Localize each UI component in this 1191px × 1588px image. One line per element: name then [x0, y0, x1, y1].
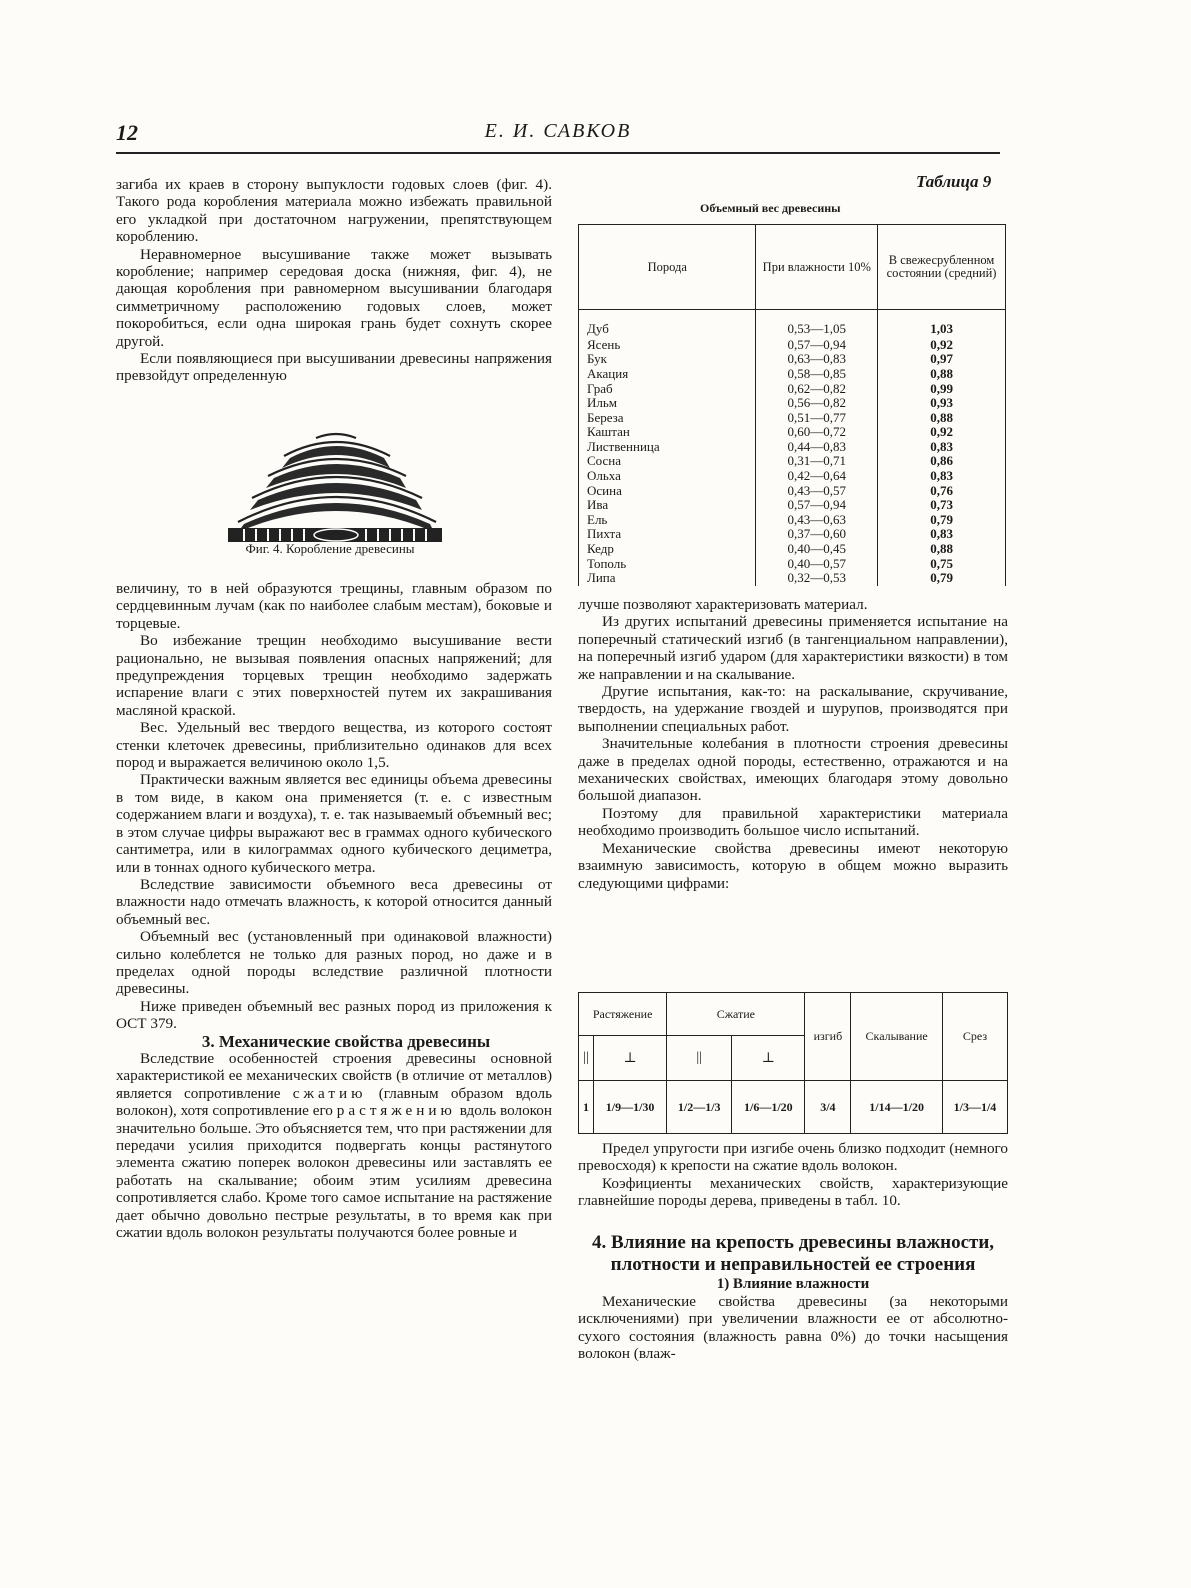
paragraph: Практически важным является вес единицы объема древесины в том виде, в каком она применяется (т. е. с известным содержанием влаги и воздуха), т. е. так называемый объемный вес; в этом случае цифры выражают вес в граммах одного кубического сантиметра, или в килограммах одного кубического дециметра, или в тоннах одного кубического метра.	[116, 771, 552, 876]
table-cell: 1/2—1/3	[667, 1081, 732, 1134]
value-cell: 0,86	[878, 454, 1006, 469]
species-cell: Липа	[579, 571, 756, 586]
table-row	[579, 396, 1006, 411]
left-column-top	[116, 176, 552, 385]
table-cell: 3/4	[805, 1081, 851, 1134]
column-header: Скалывание	[851, 993, 943, 1081]
value-cell: 0,83	[878, 469, 1006, 484]
perpendicular-symbol: ⊥	[594, 1036, 667, 1081]
table-row	[579, 310, 1006, 338]
column-header: Порода	[579, 225, 756, 310]
value-cell: 1,03	[878, 310, 1006, 338]
table-title: Объемный вес древесины	[700, 201, 841, 215]
page-number: 12	[116, 120, 138, 145]
value-cell: 0,76	[878, 484, 1006, 499]
value-cell: 0,63—0,83	[756, 352, 878, 367]
table-row	[579, 425, 1006, 440]
value-cell: 0,51—0,77	[756, 411, 878, 426]
paragraph: Предел упругости при изгибе очень близко подходит (немного превосходя) к крепости на сжатие вдоль волокон.	[578, 1140, 1008, 1175]
paragraph: Механические свойства древесины имеют некоторую взаимную зависимость, которую в общем можно выразить следующими цифрами:	[578, 839, 1008, 892]
parallel-symbol: ||	[667, 1036, 732, 1081]
figure-caption: Фиг. 4. Коробление древесины	[245, 541, 415, 556]
value-cell: 0,43—0,63	[756, 513, 878, 528]
species-cell: Береза	[579, 411, 756, 426]
value-cell: 0,44—0,83	[756, 440, 878, 455]
value-cell: 0,99	[878, 382, 1006, 397]
species-cell: Граб	[579, 382, 756, 397]
table-row	[579, 338, 1006, 353]
table-row	[579, 513, 1006, 528]
paragraph: Вследствие зависимости объемного веса древесины от влажности надо отмечать влажность, к которой относится данный объемный вес.	[116, 875, 552, 928]
species-cell: Бук	[579, 352, 756, 367]
text-span: вдоль волокон значительно больше. Это объясняется тем, что при растяжении для передачи усилия приходится подвергать концы растянутого элемента сжатию поперек волокон древесины или заставлять ее работать на скалывание; обоим этим усилиям древесина сопротивляется слабо. Кроме того самое испытание на растяжение дает обычно довольно пестрые результаты, в то время как при сжатии вдоль волокон результаты получаются более ровные и	[116, 1102, 552, 1242]
value-cell: 0,88	[878, 542, 1006, 557]
species-cell: Тополь	[579, 557, 756, 572]
table-row	[579, 411, 1006, 426]
value-cell: 0,43—0,57	[756, 484, 878, 499]
paragraph: Из других испытаний древесины применяется испытание на поперечный статический изгиб (в тангенциальном направлении), на поперечный изгиб ударом (для характеристики вязкости) в том же направлении и на скалывание.	[578, 613, 1008, 683]
table-cell: 1	[579, 1081, 594, 1134]
paragraph: Если появляющиеся при высушивании древесины напряжения превзойдут определенную	[116, 350, 552, 385]
value-cell: 0,56—0,82	[756, 396, 878, 411]
species-cell: Лиственница	[579, 440, 756, 455]
paragraph: лучше позволяют характеризовать материал.	[578, 596, 868, 613]
species-cell: Пихта	[579, 527, 756, 542]
paragraph: Другие испытания, как-то: на раскалывание, скручивание, твердость, на удержание гвоздей и шурупов, производятся при выполнении специальных работ.	[578, 683, 1008, 735]
species-cell: Ясень	[579, 338, 756, 353]
table-row	[579, 484, 1006, 499]
section-heading: 3. Механические свойства древесины	[201, 1031, 491, 1051]
value-cell: 0,79	[878, 571, 1006, 586]
value-cell: 0,73	[878, 498, 1006, 513]
table-row	[579, 382, 1006, 397]
table-row	[579, 440, 1006, 455]
value-cell: 0,97	[878, 352, 1006, 367]
value-cell: 0,57—0,94	[756, 338, 878, 353]
column-header: изгиб	[805, 993, 851, 1081]
perpendicular-symbol: ⊥	[732, 1036, 805, 1081]
column-header: При влажности 10%	[756, 225, 878, 310]
column-header: Растяжение	[579, 993, 667, 1036]
table-row	[579, 367, 1006, 382]
species-cell: Кедр	[579, 542, 756, 557]
running-title: Е. И. САВКОВ	[484, 120, 632, 142]
table-label: Таблица 9	[916, 172, 992, 191]
table-row	[579, 469, 1006, 484]
column-header: В свежесрубленном состоянии (средний)	[878, 225, 1006, 310]
value-cell: 0,83	[878, 440, 1006, 455]
value-cell: 0,75	[878, 557, 1006, 572]
value-cell: 0,40—0,45	[756, 542, 878, 557]
value-cell: 0,93	[878, 396, 1006, 411]
value-cell: 0,40—0,57	[756, 557, 878, 572]
table-cell: 1/6—1/20	[732, 1081, 805, 1134]
left-column-lower	[116, 580, 552, 1241]
table-row	[579, 352, 1006, 367]
value-cell: 0,31—0,71	[756, 454, 878, 469]
value-cell: 0,37—0,60	[756, 527, 878, 542]
value-cell: 0,62—0,82	[756, 382, 878, 397]
table-cell: 1/9—1/30	[594, 1081, 667, 1134]
paragraph: Объемный вес (установленный при одинаковой влажности) сильно колеблется не только для разных пород, но даже и в пределах одной породы вследствие различной плотности древесины.	[116, 928, 552, 998]
text-span: Вследствие особенностей строения древесины основной характеристикой ее механических свойств (в отличие от металлов) является сопротивление	[116, 1049, 552, 1102]
emphasis-text: сжатию	[292, 1084, 367, 1102]
table-row	[579, 557, 1006, 572]
value-cell: 0,42—0,64	[756, 469, 878, 484]
paragraph	[116, 1050, 552, 1241]
value-cell: 0,92	[878, 338, 1006, 353]
table-cell: 1/14—1/20	[851, 1081, 943, 1134]
species-cell: Сосна	[579, 454, 756, 469]
right-column	[578, 596, 1008, 892]
species-cell: Дуб	[579, 310, 756, 338]
column-header: Сжатие	[667, 993, 805, 1036]
value-cell: 0,58—0,85	[756, 367, 878, 382]
paragraph: Поэтому для правильной характеристики материала необходимо производить большое число испытаний.	[578, 804, 1008, 840]
table-row	[579, 498, 1006, 513]
species-cell: Ильм	[579, 396, 756, 411]
table-row	[579, 571, 1006, 586]
table-row	[579, 542, 1006, 557]
text-span: (главным образом вдоль волокон), хотя сопротивление его	[116, 1084, 553, 1120]
relation-table	[578, 992, 1008, 1134]
species-cell: Ель	[579, 513, 756, 528]
species-cell: Ольха	[579, 469, 756, 484]
emphasis-text: растяжению	[336, 1102, 456, 1120]
parallel-symbol: ||	[579, 1036, 594, 1081]
paragraph: Вес. Удельный вес твердого вещества, из которого состоят стенки клеточек древесины, приблизительно одинаков для всех пород и выражается величиною около 1,5.	[116, 719, 552, 772]
species-cell: Каштан	[579, 425, 756, 440]
right-column-lower	[578, 1140, 1008, 1363]
paragraph: Ниже приведен объемный вес разных пород из приложения к ОСТ 379.	[116, 997, 552, 1033]
value-cell: 0,92	[878, 425, 1006, 440]
paragraph: Значительные колебания в плотности строения древесины даже в пределах одной породы, естественно, отражаются и на механических свойствах, имеющих благодаря этому довольно большой диапазон.	[578, 735, 1008, 805]
section-heading: 4. Влияние на крепость древесины влажности, плотности и неправильностей ее строения	[591, 1231, 995, 1275]
species-cell: Акация	[579, 367, 756, 382]
species-cell: Ива	[579, 498, 756, 513]
paragraph: Коэфициенты механических свойств, характеризующие главнейшие породы дерева, приведены в табл. 10.	[578, 1174, 1008, 1210]
value-cell: 0,83	[878, 527, 1006, 542]
table-cell: 1/3—1/4	[942, 1081, 1007, 1134]
density-table-body	[579, 310, 1006, 587]
value-cell: 0,88	[878, 411, 1006, 426]
species-cell: Осина	[579, 484, 756, 499]
table-row	[579, 527, 1006, 542]
paragraph: Механические свойства древесины (за некоторыми исключениями) при увеличении влажности ее от абсолютно-сухого состояния (влажность равна 0%) до точки насыщения волокон (влаж-	[578, 1293, 1008, 1363]
paragraph: Во избежание трещин необходимо высушивание вести рационально, не вызывая появления опасных напряжений; для предупреждения торцевых трещин необходимо задержать испарение влаги с этих поверхностей путем их закрашивания масляной краской.	[116, 632, 552, 719]
value-cell: 0,60—0,72	[756, 425, 878, 440]
subsection-heading: 1) Влияние влажности	[716, 1275, 870, 1292]
value-cell: 0,79	[878, 513, 1006, 528]
value-cell: 0,57—0,94	[756, 498, 878, 513]
table-row	[579, 454, 1006, 469]
density-table	[578, 224, 1006, 586]
value-cell: 0,32—0,53	[756, 571, 878, 586]
value-cell: 0,53—1,05	[756, 310, 878, 338]
paragraph: Неравномерное высушивание также может вызывать коробление; например середовая доска (нижняя, фиг. 4), не дающая коробления при равномерном высушивании благодаря симметричному расположению годовых слоев, может покоробиться, если одна широкая грань будет сохнуть скорее другой.	[116, 245, 552, 350]
column-header: Срез	[942, 993, 1007, 1081]
value-cell: 0,88	[878, 367, 1006, 382]
paragraph: величину, то в ней образуются трещины, главным образом по сердцевинным лучам (как по наиболее слабым местам), боковые и торцевые.	[116, 580, 552, 632]
paragraph: загиба их краев в сторону выпуклости годовых слоев (фиг. 4). Такого рода коробления материала можно избежать правильной его укладкой при достаточном нагружении, препятствующем короблению.	[116, 176, 552, 246]
page-header	[116, 118, 1000, 154]
